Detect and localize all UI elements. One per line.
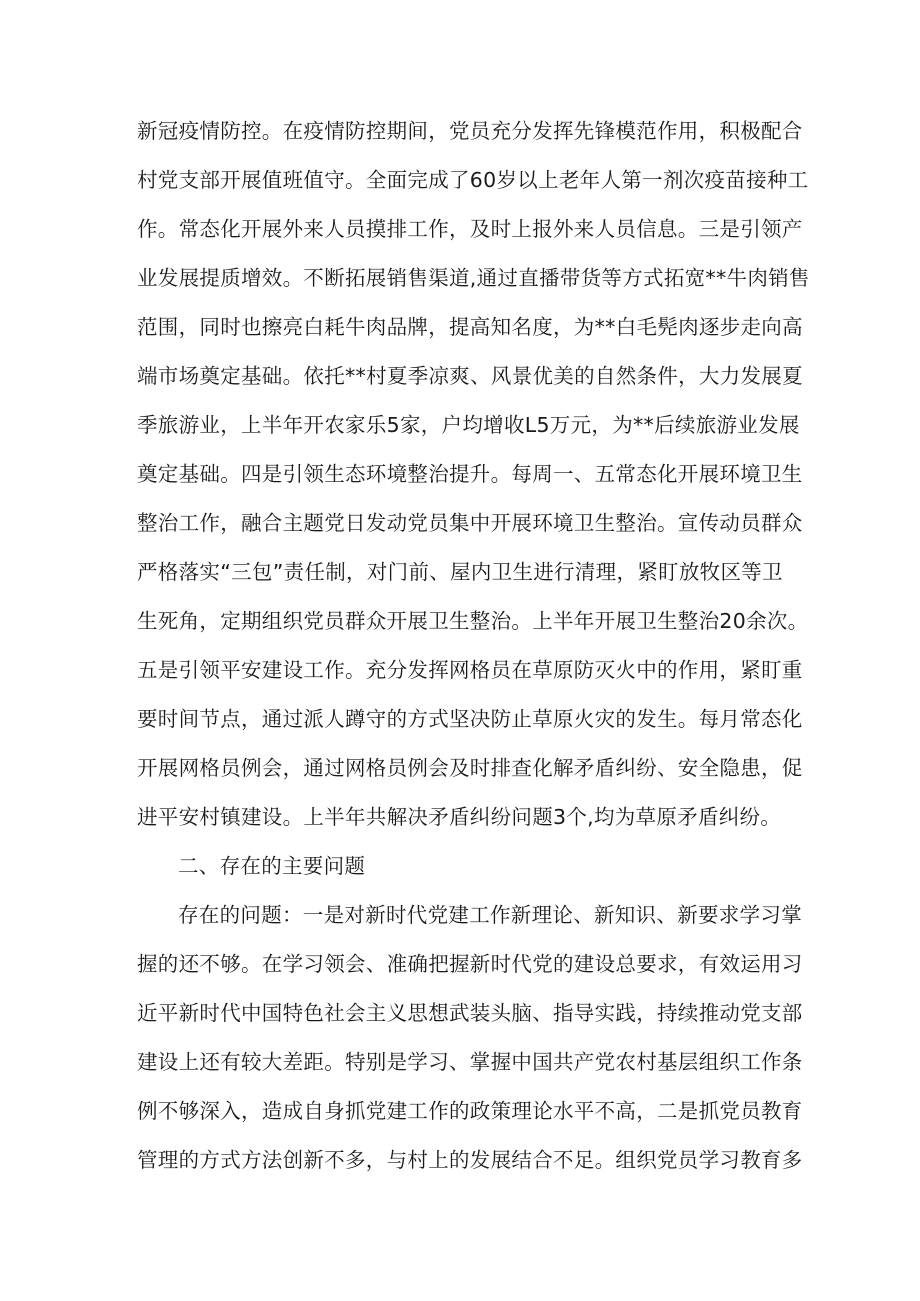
text-line: 例不够深入，造成自身抓党建工作的政策理论水平不高，二是抓党员教育 <box>137 1099 803 1123</box>
text-line: 整治工作，融合主题党日发动党员集中开展环境卫生整治。宣传动员群众 <box>137 511 803 535</box>
text-line: 开展网格员例会，通过网格员例会及时排查化解矛盾纠纷、安全隐患，促 <box>137 756 803 780</box>
text-line: 存在的问题：一是对新时代党建工作新理论、新知识、新要求学习掌 <box>178 903 802 927</box>
text-line: 握的还不够。在学习领会、准确把握新时代党的建设总要求，有效运用习 <box>137 952 803 976</box>
text-line: 生死角，定期组织党员群众开展卫生整治。上半年开展卫生整治20余次。 <box>137 609 809 633</box>
text-line: 季旅游业，上半年开农家乐5家，户均增收L5万元，为**后续旅游业发展 <box>137 413 800 437</box>
text-line: 新冠疫情防控。在疫情防控期间，党员充分发挥先锋模范作用，积极配合 <box>137 119 803 143</box>
text-line: 五是引领平安建设工作。充分发挥网格员在草原防灭火中的作用，紧盯重 <box>137 658 803 682</box>
text-line: 近平新时代中国特色社会主义思想武装头脑、指导实践，持续推动党支部 <box>137 1001 803 1025</box>
text-line: 范围，同时也擦亮白耗牛肉品牌，提高知名度，为**白毛髡肉逐步走向高 <box>137 315 803 339</box>
section-heading: 二、存在的主要问题 <box>178 854 366 878</box>
text-line: 村党支部开展值班值守。全面完成了60岁以上老年人第一剂次疫苗接种工 <box>137 168 809 192</box>
text-line: 作。常态化开展外来人员摸排工作，及时上报外来人员信息。三是引领产 <box>137 217 803 241</box>
text-line: 建设上还有较大差距。特别是学习、掌握中国共产党农村基层组织工作条 <box>137 1050 803 1074</box>
text-line: 端市场奠定基础。依托**村夏季凉爽、风景优美的自然条件，大力发展夏 <box>137 364 803 388</box>
text-line: 严格落实“三包”责任制，对门前、屋内卫生进行清理，紧盯放牧区等卫 <box>137 560 783 584</box>
text-line: 奠定基础。四是引领生态环境整治提升。每周一、五常态化开展环境卫生 <box>137 462 803 486</box>
text-line: 业发展提质增效。不断拓展销售渠道,通过直播带货等方式拓宽**牛肉销售 <box>137 266 810 290</box>
text-line: 要时间节点，通过派人蹲守的方式坚决防止草原火灾的发生。每月常态化 <box>137 707 803 731</box>
text-line: 管理的方式方法创新不多，与村上的发展结合不足。组织党员学习教育多 <box>137 1148 803 1172</box>
text-line: 进平安村镇建设。上半年共解决矛盾纠纷问题3个,均为草原矛盾纠纷。 <box>137 805 782 829</box>
